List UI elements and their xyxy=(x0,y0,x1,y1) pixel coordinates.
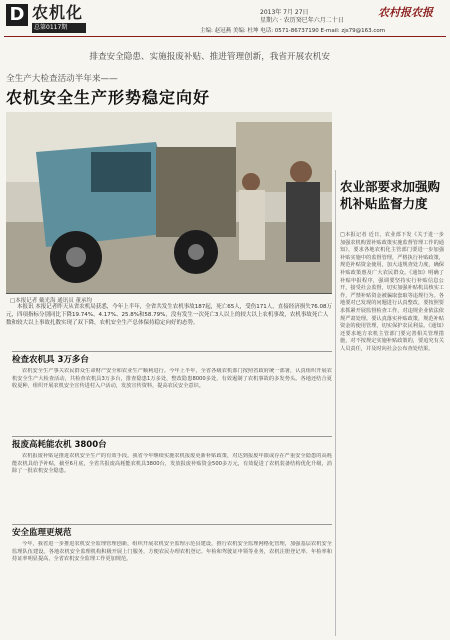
editors-line: 主编: 赵冠燕 美编: 杜坤 电话: 0571-86737190 E-mail: zjs79@163.com xyxy=(200,28,386,34)
section-title-3: 安全监理更规范 xyxy=(12,524,332,539)
issue-number: 总第0117期 xyxy=(32,23,86,33)
photo-caption: □本报记者 戴光海 通讯员 董承均 xyxy=(10,298,92,304)
masthead-rule xyxy=(4,36,446,37)
news-photo xyxy=(6,112,332,294)
section-title-1: 检查农机具 3万多台 xyxy=(12,351,332,366)
section-text-3: 今年，我省进一步推进农机安全监理管理创新，组织开展农机安全监理示范县建设，推行农机安全监理网格化管理，加强基层农机安全监理队伍建设。各地农机安全监理机构积极开展上门服务，方便农民办理农机登记、年检和驾驶证申领等业务，农机注册登记率、年检率和持证率明显提高，全省农机安全监理工作更加规范。 xyxy=(12,541,332,563)
side-article-text: □本报记者 近日，农业部下发《关于进一步加强农机购置补贴政策实施监督管理工作的通知》，要求各地农机化主管部门要进一步加强补贴实施中的监督管理，严格执行补贴政策，规范补贴资金使用，加大违规查处力度，确保补贴政策惠及广大农民群众。《通知》明确了补贴申报程序，强调要坚持实行补贴信息公开，接受社会监督，切实加强补贴机具核实工作，严禁补贴资金被骗取套取等违规行为。各地要对已发现的问题进行认真整改，要按照要求抓紧开展监督检查工作，对违规企业依法依规严肃处理。要认真落实补贴政策，规范补贴资金的使用管理，切实保护农民利益。《通知》还要求地方农机主管部门要完善相关管理措施，对不按规定实施补贴政策的，要追究有关人员责任，并及时向社会公布查处结果。 xyxy=(340,232,444,352)
date: 2013年 7月 27日 xyxy=(260,9,309,16)
section-title-2: 报废高耗能农机 3800台 xyxy=(12,436,332,451)
truck-inspection-illustration xyxy=(6,112,332,293)
section-text-1: 农机安全生产事关农民群众生命财产安全和农业生产顺利进行。今年上半年，全省各级农机部门按照省政府统一部署，认真组织开展农机安全生产大检查活动，共检查农机具3万多台，排查隐患1万多处，整改隐患8000多处，有效遏制了农机事故的多发势头。各地还结合夏收夏种，组织开展农机安全宣传进村入户活动，发放宣传资料，提高农民安全意识。 xyxy=(12,368,332,390)
column-divider xyxy=(335,170,336,636)
side-headline: 农业部要求加强购机补贴监督力度 xyxy=(340,179,441,211)
paper-name: 农村报农报 xyxy=(378,6,433,19)
main-headline: 农机安全生产形势稳定向好 xyxy=(6,88,211,107)
weekday: 星期六 · 农历癸巳年六月二十日 xyxy=(260,17,344,24)
headline-kicker: 排查安全隐患、实施报废补贴、推进管理创新，我省开展农机安 xyxy=(89,52,330,62)
headline-kicker-2: 全生产大检查活动半年来—— xyxy=(6,74,118,84)
date-line xyxy=(260,9,344,25)
section-title: 农机化 xyxy=(32,3,84,22)
section-text-2: 农机报废补贴是推进农机安全生产的有效手段。我省今年继续实施农机报废更新补贴政策，对达到报废年限或存在严重安全隐患的高耗能农机具给予补贴，截至6月底，全省共报废高耗能农机具3800台，发放报废补贴资金500多万元，有效促进了农机装备结构优化升级，消除了一批农机安全隐患。 xyxy=(12,453,332,475)
lead-paragraph: 本报讯 本报记者昨天从省农机局获悉，今年上半年，全省共发生农机事故187起，死亡65人，受伤171人，直接经济损失76.08万元，四项指标分别同比下降19.74%、4.17%、25.8%和58.79%，没有发生一次死亡3人以上的较大以上农机事故，农机事故死亡人数和较大以上事故扎数实现了双下降，农机安全生产总体保持稳定向好的态势。 xyxy=(6,304,332,326)
section-letter: D xyxy=(6,4,28,26)
